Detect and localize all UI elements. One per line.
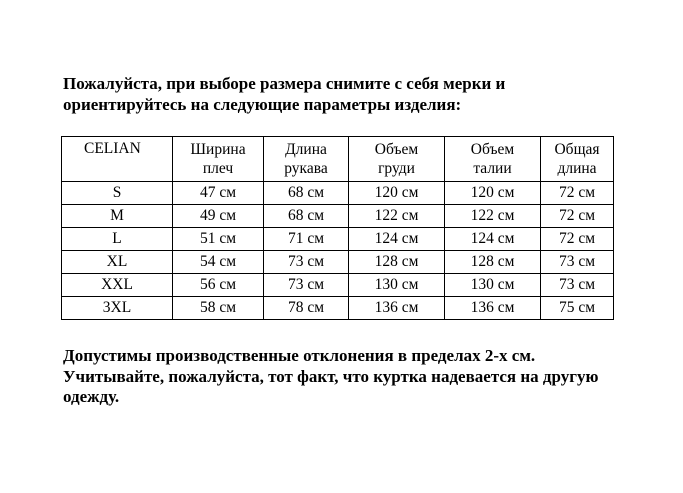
table-cell: 130 см <box>445 274 541 297</box>
table-cell: 68 см <box>264 205 349 228</box>
intro-text <box>63 73 663 115</box>
table-row <box>62 205 614 228</box>
header-line: Объем <box>470 141 515 158</box>
table-cell: 120 см <box>349 182 445 205</box>
table-cell: 73 см <box>264 251 349 274</box>
table-cell: 47 см <box>173 182 264 205</box>
table-row <box>62 251 614 274</box>
table-cell: 130 см <box>349 274 445 297</box>
table-cell: 122 см <box>349 205 445 228</box>
header-total-length <box>541 137 614 182</box>
size-cell: XL <box>62 251 173 274</box>
size-cell: 3XL <box>62 297 173 320</box>
header-line: плеч <box>202 160 234 177</box>
table-cell: 124 см <box>445 228 541 251</box>
table-cell: 73 см <box>541 274 614 297</box>
header-sleeve-length <box>264 137 349 182</box>
header-line: Объем <box>374 141 419 158</box>
table-cell: 54 см <box>173 251 264 274</box>
table-cell: 122 см <box>445 205 541 228</box>
table-cell: 124 см <box>349 228 445 251</box>
size-cell: L <box>62 228 173 251</box>
table-cell: 72 см <box>541 228 614 251</box>
table-header-row <box>62 137 614 182</box>
table-row <box>62 274 614 297</box>
table-cell: 128 см <box>445 251 541 274</box>
table-cell: 136 см <box>445 297 541 320</box>
table-cell: 72 см <box>541 182 614 205</box>
header-line: Длина <box>285 141 327 158</box>
table-cell: 78 см <box>264 297 349 320</box>
size-chart-table <box>61 136 614 320</box>
table-row <box>62 297 614 320</box>
header-line: груди <box>378 160 415 177</box>
table-cell: 58 см <box>173 297 264 320</box>
table-cell: 51 см <box>173 228 264 251</box>
header-line: талии <box>473 160 512 177</box>
table-cell: 128 см <box>349 251 445 274</box>
intro-line-2: ориентируйтесь на следующие параметры изделия: <box>63 95 462 114</box>
header-shoulder-width <box>173 137 264 182</box>
header-brand-label: CELIAN <box>84 140 141 157</box>
header-chest <box>349 137 445 182</box>
table-row <box>62 228 614 251</box>
intro-line-1: Пожалуйста, при выборе размера снимите с себя мерки и <box>63 74 506 93</box>
table-cell: 73 см <box>541 251 614 274</box>
table-cell: 68 см <box>264 182 349 205</box>
outro-line-1: Допустимы производственные отклонения в пределах 2-х см. <box>63 346 536 365</box>
table-cell: 75 см <box>541 297 614 320</box>
table-cell: 72 см <box>541 205 614 228</box>
table-cell: 120 см <box>445 182 541 205</box>
outro-line-2: Учитывайте, пожалуйста, тот факт, что куртка надевается на другую <box>63 366 599 386</box>
header-brand <box>62 137 173 182</box>
header-line: рукава <box>284 160 328 177</box>
outro-text <box>63 346 673 408</box>
size-cell: M <box>62 205 173 228</box>
header-line: Общая <box>554 141 600 158</box>
header-line: длина <box>557 160 597 177</box>
size-cell: XXL <box>62 274 173 297</box>
outro-line-3: одежду. <box>63 387 120 406</box>
table-cell: 71 см <box>264 228 349 251</box>
table-cell: 136 см <box>349 297 445 320</box>
table-cell: 49 см <box>173 205 264 228</box>
table-row <box>62 182 614 205</box>
header-line: Ширина <box>190 141 246 158</box>
header-waist <box>445 137 541 182</box>
table-cell: 56 см <box>173 274 264 297</box>
size-cell: S <box>62 182 173 205</box>
table-cell: 73 см <box>264 274 349 297</box>
